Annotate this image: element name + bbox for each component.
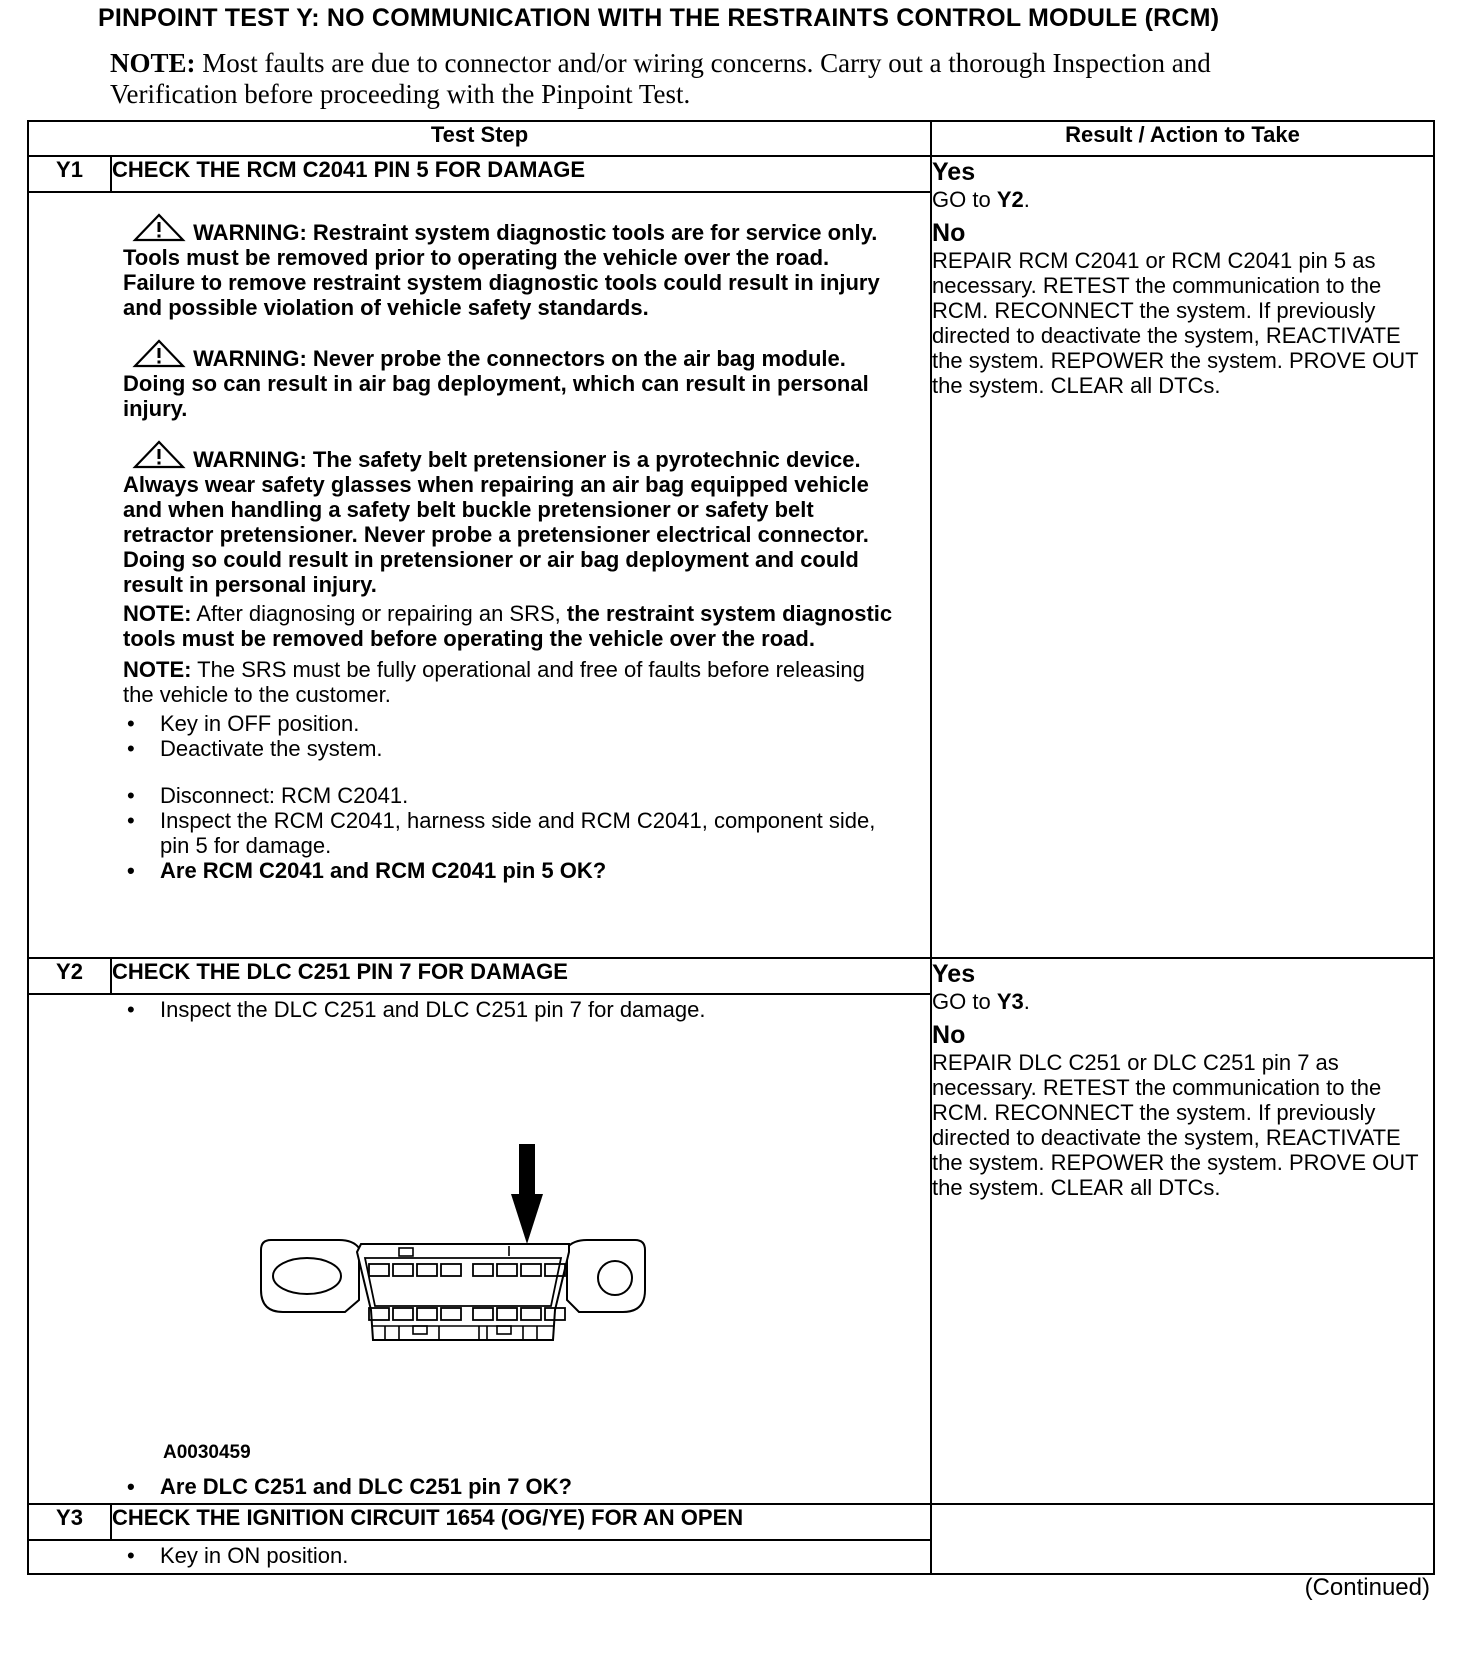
dlc-connector-illustration <box>253 1140 653 1355</box>
step-y3-id: Y3 <box>28 1504 111 1540</box>
step-y2-title-row <box>28 958 1434 994</box>
step-y2-id: Y2 <box>28 958 111 994</box>
list-item: • Inspect the DLC C251 and DLC C251 pin 7 for damage. <box>123 997 900 1022</box>
intro-note-text: Most faults are due to connector and/or wiring concerns. Carry out a thorough Inspection and Verification before proceeding with the Pinpoint Test. <box>110 48 1211 109</box>
continued-label: (Continued) <box>1304 1574 1430 1601</box>
list-item: • Disconnect: RCM C2041. <box>123 783 900 808</box>
y1-yes-label: Yes <box>932 158 976 186</box>
list-item: • Key in ON position. <box>123 1543 900 1568</box>
step-y3-title: CHECK THE IGNITION CIRCUIT 1654 (OG/YE) FOR AN OPEN <box>111 1504 931 1540</box>
y2-question-list <box>123 1474 900 1499</box>
warning-3 <box>123 440 900 597</box>
header-result: Result / Action to Take <box>931 121 1434 156</box>
y2-no-text: REPAIR DLC C251 or DLC C251 pin 7 as necessary. RETEST the communication to the RCM. RECONNECT the system. If previously directed to deactivate the system, REACTIVATE the system. REPOWER the system. PROVE OUT the system. CLEAR all DTCs. <box>932 1050 1419 1200</box>
note-1-bold: the restraint system diagnostic tools must be removed before operating the vehicle over the road. <box>123 601 893 651</box>
warning-triangle-icon <box>131 440 187 470</box>
step-y1-id: Y1 <box>28 156 111 192</box>
figure-id: A0030459 <box>163 1442 251 1463</box>
step-y1-result <box>931 156 1434 958</box>
warning-1-text: WARNING: Restraint system diagnostic tools are for service only. Tools must be removed prior to operating the vehicle over the road. Failure to remove restraint system diagnostic tools could result in injury and possible violation of vehicle safety standards. <box>123 220 880 320</box>
y1-yes-text: GO to Y2. <box>932 187 1030 212</box>
step-y3-title-row <box>28 1504 1434 1540</box>
step-y2-body <box>111 994 931 1504</box>
y2-bullets <box>123 997 900 1022</box>
step-y1-body <box>111 192 931 958</box>
step-y2-result <box>931 958 1434 1504</box>
y1-yes-ref: Y2 <box>996 187 1024 212</box>
y1-question: • Are RCM C2041 and RCM C2041 pin 5 OK? <box>123 858 900 883</box>
y3-bullets <box>123 1543 900 1568</box>
step-y3-id-spacer <box>28 1540 111 1574</box>
warning-triangle-icon <box>131 213 187 243</box>
intro-note-label: NOTE: <box>110 48 196 78</box>
intro-note <box>110 48 1270 110</box>
y1-no-label: No <box>932 219 966 247</box>
warning-2 <box>123 339 900 421</box>
table-header-row <box>28 121 1434 156</box>
warning-1 <box>123 213 900 320</box>
step-y1-title: CHECK THE RCM C2041 PIN 5 FOR DAMAGE <box>111 156 931 192</box>
y1-no-text: REPAIR RCM C2041 or RCM C2041 pin 5 as necessary. RETEST the communication to the RCM. RECONNECT the system. If previously directed to deactivate the system, REACTIVATE the system. REPOWER the system. PROVE OUT the system. CLEAR all DTCs. <box>932 248 1419 398</box>
dlc-connector-figure <box>123 1022 900 1474</box>
step-y1-title-row <box>28 156 1434 192</box>
note-1: NOTE: After diagnosing or repairing an SRS, the restraint system diagnostic tools must be removed before operating the vehicle over the road. <box>123 601 893 651</box>
down-arrow-icon <box>511 1144 543 1244</box>
step-y1-id-spacer <box>28 192 111 958</box>
y1-bullets-a <box>123 711 900 761</box>
y2-question: • Are DLC C251 and DLC C251 pin 7 OK? <box>123 1474 900 1499</box>
step-y3-result <box>931 1504 1434 1574</box>
warning-3-text: WARNING: The safety belt pretensioner is a pyrotechnic device. Always wear safety glasses when repairing an air bag equipped vehicle and when handling a safety belt buckle pretensioner or safety belt retractor pretensioner. Never probe a pretensioner electrical connector. Doing so could result in pretensioner or air bag deployment and could result in personal injury. <box>123 447 869 597</box>
step-y2-title: CHECK THE DLC C251 PIN 7 FOR DAMAGE <box>111 958 931 994</box>
list-item: • Key in OFF position. <box>123 711 900 736</box>
y2-yes-text: GO to Y3. <box>932 989 1030 1014</box>
pinpoint-table <box>27 120 1435 1575</box>
page-title: PINPOINT TEST Y: NO COMMUNICATION WITH THE RESTRAINTS CONTROL MODULE (RCM) <box>98 4 1220 32</box>
warning-2-text: WARNING: Never probe the connectors on the air bag module. Doing so can result in air bag deployment, which can result in personal injury. <box>123 346 869 421</box>
step-y3-body <box>111 1540 931 1574</box>
y2-yes-label: Yes <box>932 960 976 988</box>
list-item: • Inspect the RCM C2041, harness side and RCM C2041, component side, pin 5 for damage. <box>123 808 900 858</box>
note-2: NOTE: The SRS must be fully operational and free of faults before releasing the vehicle to the customer. <box>123 657 865 707</box>
warning-triangle-icon <box>131 339 187 369</box>
y2-yes-ref: Y3 <box>996 989 1024 1014</box>
y2-no-label: No <box>932 1021 966 1049</box>
step-y2-id-spacer <box>28 994 111 1504</box>
y1-bullets-b <box>123 783 900 883</box>
list-item: • Deactivate the system. <box>123 736 900 761</box>
header-test-step: Test Step <box>28 121 931 156</box>
